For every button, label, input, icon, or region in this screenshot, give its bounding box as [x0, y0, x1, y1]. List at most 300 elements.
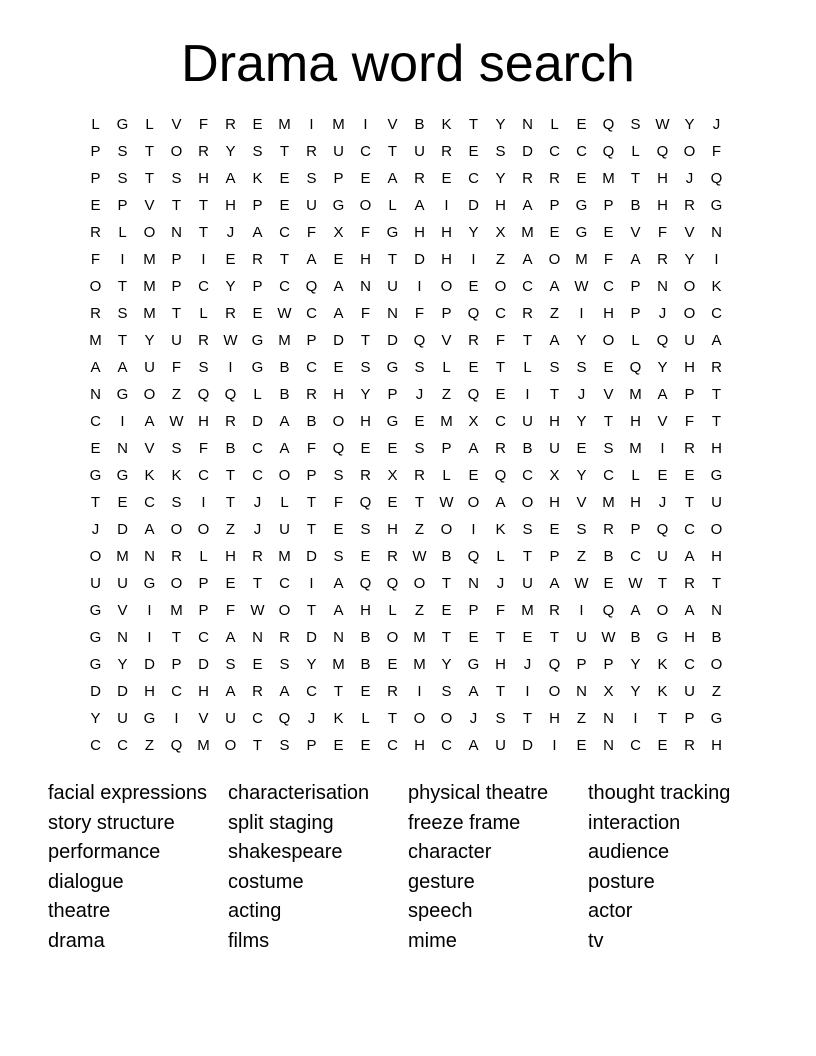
word-list-item: tv: [588, 929, 604, 952]
grid-letter: C: [117, 737, 128, 754]
word-list-item: actor: [588, 900, 633, 923]
grid-letter: E: [252, 116, 263, 133]
grid-letter: Q: [305, 278, 318, 295]
grid-letter: R: [252, 683, 263, 700]
grid-letter: H: [495, 197, 506, 214]
grid-letter: A: [225, 170, 236, 187]
grid-letter: R: [225, 413, 236, 430]
grid-letter: H: [441, 224, 452, 241]
grid-letter: O: [224, 737, 237, 754]
grid-letter: E: [333, 359, 344, 376]
grid-letter: Z: [144, 737, 155, 754]
grid-letter: E: [90, 440, 101, 457]
grid-letter: A: [333, 278, 344, 295]
grid-letter: H: [549, 494, 560, 511]
grid-letter: B: [711, 629, 722, 646]
grid-letter: G: [575, 197, 588, 214]
word-list: [48, 779, 768, 957]
grid-letter: C: [630, 548, 641, 565]
grid-letter: P: [576, 656, 587, 673]
grid-letter: A: [306, 251, 317, 268]
grid-letter: F: [225, 602, 236, 619]
grid-letter: N: [117, 629, 128, 646]
grid-letter: D: [414, 251, 425, 268]
grid-letter: P: [684, 386, 695, 403]
grid-letter: R: [549, 170, 560, 187]
grid-letter: I: [309, 116, 314, 133]
grid-letter: C: [360, 143, 371, 160]
grid-letter: Q: [602, 602, 615, 619]
grid-letter: J: [469, 710, 478, 727]
grid-letter: J: [658, 305, 667, 322]
grid-letter: E: [279, 197, 290, 214]
grid-letter: M: [170, 602, 183, 619]
grid-letter: T: [522, 710, 533, 727]
grid-letter: Z: [171, 386, 182, 403]
grid-letter: R: [441, 143, 452, 160]
grid-letter: U: [171, 332, 182, 349]
grid-letter: M: [332, 656, 345, 673]
grid-letter: T: [117, 332, 128, 349]
grid-letter: E: [468, 143, 479, 160]
grid-letter: C: [306, 305, 317, 322]
grid-letter: T: [522, 332, 533, 349]
grid-letter: G: [386, 413, 399, 430]
grid-letter: B: [441, 548, 452, 565]
grid-letter: K: [657, 656, 668, 673]
word-list-item: posture: [588, 870, 655, 893]
grid-letter: H: [549, 413, 560, 430]
grid-letter: M: [629, 440, 642, 457]
grid-letter: Q: [413, 332, 426, 349]
grid-letter: F: [198, 440, 209, 457]
grid-letter: E: [360, 548, 371, 565]
grid-letter: I: [444, 197, 449, 214]
grid-letter: V: [198, 710, 209, 727]
grid-letter: E: [468, 359, 479, 376]
grid-letter: J: [307, 710, 316, 727]
grid-letter: T: [711, 413, 722, 430]
grid-letter: D: [144, 656, 155, 673]
grid-letter: I: [660, 440, 665, 457]
grid-letter: U: [333, 143, 344, 160]
grid-letter: Q: [332, 440, 345, 457]
grid-letter: R: [684, 440, 695, 457]
grid-letter: Q: [602, 116, 615, 133]
grid-letter: W: [439, 494, 454, 511]
grid-letter: H: [225, 548, 236, 565]
grid-letter: H: [549, 710, 560, 727]
grid-letter: T: [387, 251, 398, 268]
grid-letter: H: [198, 683, 209, 700]
grid-letter: U: [387, 278, 398, 295]
grid-letter: X: [387, 467, 398, 484]
grid-letter: W: [655, 116, 670, 133]
grid-letter: Q: [197, 386, 210, 403]
grid-letter: V: [576, 494, 587, 511]
grid-letter: F: [306, 440, 317, 457]
grid-letter: S: [630, 116, 641, 133]
grid-letter: T: [603, 413, 614, 430]
grid-letter: Q: [710, 170, 723, 187]
grid-letter: B: [603, 548, 614, 565]
grid-letter: A: [630, 251, 641, 268]
grid-letter: A: [144, 521, 155, 538]
grid-letter: T: [495, 683, 506, 700]
grid-letter: J: [415, 386, 424, 403]
grid-letter: T: [306, 521, 317, 538]
grid-letter: Y: [441, 656, 452, 673]
grid-letter: E: [576, 170, 587, 187]
grid-letter: L: [496, 548, 505, 565]
grid-letter: A: [117, 359, 128, 376]
grid-letter: A: [468, 683, 479, 700]
grid-letter: V: [657, 413, 668, 430]
grid-letter: T: [630, 170, 641, 187]
grid-letter: C: [279, 278, 290, 295]
page-title: Drama word search: [181, 35, 635, 93]
grid-letter: R: [495, 440, 506, 457]
grid-letter: A: [684, 548, 695, 565]
grid-letter: Z: [414, 602, 425, 619]
word-list-item: shakespeare: [228, 841, 343, 864]
grid-letter: U: [684, 683, 695, 700]
grid-letter: O: [548, 683, 561, 700]
grid-letter: D: [522, 143, 533, 160]
grid-letter: N: [90, 386, 101, 403]
grid-letter: G: [116, 116, 129, 133]
grid-letter: Q: [224, 386, 237, 403]
grid-letter: Y: [657, 359, 668, 376]
grid-letter: G: [89, 602, 102, 619]
grid-letter: I: [579, 602, 584, 619]
grid-letter: X: [549, 467, 560, 484]
grid-letter: A: [468, 737, 479, 754]
grid-letter: W: [628, 575, 643, 592]
grid-letter: E: [279, 170, 290, 187]
grid-letter: H: [360, 413, 371, 430]
grid-letter: Q: [548, 656, 561, 673]
grid-letter: N: [360, 278, 371, 295]
grid-letter: T: [252, 575, 263, 592]
grid-letter: P: [603, 656, 614, 673]
grid-letter: T: [657, 710, 668, 727]
grid-letter: Z: [414, 521, 425, 538]
grid-letter: G: [575, 224, 588, 241]
grid-letter: B: [279, 359, 290, 376]
grid-letter: S: [198, 359, 209, 376]
word-list-item: characterisation: [228, 782, 370, 804]
grid-letter: T: [549, 386, 560, 403]
grid-letter: H: [657, 170, 668, 187]
grid-letter: C: [522, 467, 533, 484]
grid-letter: R: [252, 251, 263, 268]
grid-letter: U: [522, 575, 533, 592]
grid-letter: C: [171, 683, 182, 700]
grid-letter: P: [171, 656, 182, 673]
grid-letter: T: [549, 629, 560, 646]
grid-letter: S: [441, 683, 452, 700]
grid-letter: S: [333, 548, 344, 565]
grid-letter: A: [387, 170, 398, 187]
grid-letter: R: [360, 467, 371, 484]
grid-letter: Q: [656, 143, 669, 160]
grid-letter: E: [333, 737, 344, 754]
grid-letter: S: [414, 440, 425, 457]
grid-letter: L: [388, 197, 397, 214]
grid-letter: Y: [90, 710, 101, 727]
grid-letter: X: [333, 224, 344, 241]
grid-letter: C: [576, 143, 587, 160]
grid-letter: H: [333, 386, 344, 403]
grid-letter: Q: [656, 332, 669, 349]
grid-letter: E: [549, 521, 560, 538]
grid-letter: I: [147, 629, 152, 646]
grid-letter: K: [171, 467, 182, 484]
grid-letter: N: [576, 683, 587, 700]
grid-letter: O: [710, 521, 723, 538]
grid-letter: Y: [684, 251, 695, 268]
word-list-item: mime: [408, 929, 457, 952]
grid-letter: S: [225, 656, 236, 673]
grid-letter: A: [333, 602, 344, 619]
grid-letter: E: [117, 494, 128, 511]
grid-letter: V: [144, 440, 155, 457]
grid-letter: L: [523, 359, 532, 376]
grid-letter: D: [387, 332, 398, 349]
grid-letter: L: [118, 224, 127, 241]
grid-letter: A: [225, 629, 236, 646]
grid-letter: E: [387, 494, 398, 511]
grid-letter: C: [684, 656, 695, 673]
grid-letter: Q: [494, 467, 507, 484]
word-list-item: films: [228, 929, 270, 952]
grid-letter: N: [144, 548, 155, 565]
grid-letter: R: [225, 305, 236, 322]
word-list-item: speech: [408, 900, 473, 923]
grid-letter: P: [252, 278, 263, 295]
grid-letter: G: [116, 467, 129, 484]
grid-letter: O: [683, 278, 696, 295]
grid-letter: R: [414, 467, 425, 484]
grid-letter: L: [91, 116, 100, 133]
grid-letter: J: [523, 656, 532, 673]
grid-letter: S: [171, 440, 182, 457]
grid-letter: H: [360, 602, 371, 619]
grid-letter: I: [525, 683, 530, 700]
grid-letter: F: [414, 305, 425, 322]
word-list-item: acting: [228, 900, 282, 923]
grid-letter: N: [657, 278, 668, 295]
grid-letter: B: [630, 629, 641, 646]
grid-letter: A: [711, 332, 722, 349]
grid-letter: L: [145, 116, 154, 133]
grid-letter: E: [603, 224, 614, 241]
grid-letter: A: [522, 251, 533, 268]
grid-letter: P: [90, 170, 101, 187]
word-list-item: costume: [228, 870, 304, 893]
grid-letter: U: [90, 575, 101, 592]
grid-letter: J: [577, 386, 586, 403]
grid-letter: K: [711, 278, 722, 295]
grid-letter: I: [201, 251, 206, 268]
word-list-item: audience: [588, 841, 670, 864]
grid-letter: E: [252, 656, 263, 673]
grid-letter: A: [630, 602, 641, 619]
grid-letter: A: [279, 413, 290, 430]
grid-letter: T: [144, 170, 155, 187]
grid-letter: I: [363, 116, 368, 133]
grid-letter: U: [117, 575, 128, 592]
grid-letter: E: [603, 359, 614, 376]
grid-letter: W: [601, 629, 616, 646]
grid-letter: O: [413, 710, 426, 727]
grid-letter: O: [359, 197, 372, 214]
grid-letter: G: [89, 656, 102, 673]
grid-letter: O: [197, 521, 210, 538]
grid-letter: C: [684, 521, 695, 538]
grid-letter: B: [306, 413, 317, 430]
grid-letter: T: [387, 710, 398, 727]
grid-letter: R: [306, 143, 317, 160]
grid-letter: O: [548, 251, 561, 268]
grid-letter: U: [414, 143, 425, 160]
grid-letter: E: [225, 251, 236, 268]
grid-letter: T: [279, 143, 290, 160]
grid-letter: W: [169, 413, 184, 430]
grid-letter: F: [603, 251, 614, 268]
grid-letter: O: [89, 278, 102, 295]
grid-letter: E: [684, 467, 695, 484]
grid-letter: H: [684, 629, 695, 646]
grid-letter: M: [197, 737, 210, 754]
grid-letter: G: [656, 629, 669, 646]
grid-letter: T: [414, 494, 425, 511]
grid-letter: Y: [306, 656, 317, 673]
grid-letter: M: [143, 251, 156, 268]
grid-letter: L: [253, 386, 262, 403]
grid-letter: P: [252, 197, 263, 214]
grid-letter: I: [579, 305, 584, 322]
grid-letter: Y: [360, 386, 371, 403]
grid-letter: I: [417, 278, 422, 295]
grid-letter: J: [712, 116, 721, 133]
grid-letter: A: [414, 197, 425, 214]
grid-letter: N: [711, 224, 722, 241]
grid-letter: P: [441, 440, 452, 457]
grid-letter: E: [360, 440, 371, 457]
grid-letter: L: [631, 143, 640, 160]
grid-letter: J: [658, 494, 667, 511]
grid-letter: I: [525, 386, 530, 403]
grid-letter: J: [496, 575, 505, 592]
grid-letter: E: [522, 629, 533, 646]
grid-letter: Y: [225, 278, 236, 295]
grid-letter: U: [144, 359, 155, 376]
grid-letter: H: [414, 737, 425, 754]
grid-letter: N: [387, 305, 398, 322]
grid-letter: P: [549, 548, 560, 565]
grid-letter: O: [386, 629, 399, 646]
grid-letter: Q: [602, 143, 615, 160]
grid-letter: L: [361, 710, 370, 727]
grid-letter: Z: [576, 548, 587, 565]
grid-letter: W: [574, 278, 589, 295]
grid-letter: N: [117, 440, 128, 457]
grid-letter: X: [603, 683, 614, 700]
grid-letter: H: [225, 197, 236, 214]
grid-letter: T: [333, 683, 344, 700]
grid-letter: P: [630, 278, 641, 295]
word-list-item: dialogue: [48, 870, 124, 893]
grid-letter: D: [306, 629, 317, 646]
grid-letter: O: [683, 143, 696, 160]
grid-letter: C: [495, 305, 506, 322]
grid-letter: D: [522, 737, 533, 754]
grid-letter: D: [117, 521, 128, 538]
grid-letter: T: [171, 629, 182, 646]
grid-letter: C: [198, 467, 209, 484]
grid-letter: Y: [225, 143, 236, 160]
grid-letter: S: [252, 143, 263, 160]
grid-letter: E: [576, 116, 587, 133]
grid-letter: R: [198, 143, 209, 160]
grid-letter: L: [442, 467, 451, 484]
grid-letter: D: [117, 683, 128, 700]
grid-letter: Q: [467, 548, 480, 565]
grid-letter: Y: [117, 656, 128, 673]
grid-letter: Z: [576, 710, 587, 727]
grid-letter: S: [360, 359, 371, 376]
grid-letter: F: [495, 332, 506, 349]
grid-letter: R: [684, 197, 695, 214]
grid-letter: M: [575, 251, 588, 268]
grid-letter: N: [468, 575, 479, 592]
grid-letter: W: [223, 332, 238, 349]
grid-letter: B: [360, 629, 371, 646]
grid-letter: P: [306, 332, 317, 349]
grid-letter: N: [333, 629, 344, 646]
grid-letter: P: [198, 602, 209, 619]
grid-letter: E: [225, 575, 236, 592]
grid-letter: M: [521, 602, 534, 619]
grid-letter: L: [631, 467, 640, 484]
grid-letter: K: [441, 116, 452, 133]
grid-letter: C: [279, 575, 290, 592]
grid-letter: Q: [656, 521, 669, 538]
grid-letter: R: [279, 629, 290, 646]
grid-letter: P: [198, 575, 209, 592]
grid-letter: C: [144, 494, 155, 511]
grid-letter: R: [522, 305, 533, 322]
grid-letter: R: [603, 521, 614, 538]
grid-letter: E: [576, 737, 587, 754]
grid-letter: W: [277, 305, 292, 322]
grid-letter: H: [711, 548, 722, 565]
grid-letter: V: [117, 602, 128, 619]
grid-letter: T: [306, 602, 317, 619]
grid-letter: G: [116, 386, 129, 403]
grid-letter: J: [91, 521, 100, 538]
grid-letter: O: [332, 413, 345, 430]
grid-letter: V: [387, 116, 398, 133]
grid-letter: O: [440, 710, 453, 727]
grid-letter: U: [657, 548, 668, 565]
grid-letter: K: [495, 521, 506, 538]
grid-letter: C: [603, 467, 614, 484]
grid-letter: Q: [359, 494, 372, 511]
grid-letter: P: [630, 305, 641, 322]
